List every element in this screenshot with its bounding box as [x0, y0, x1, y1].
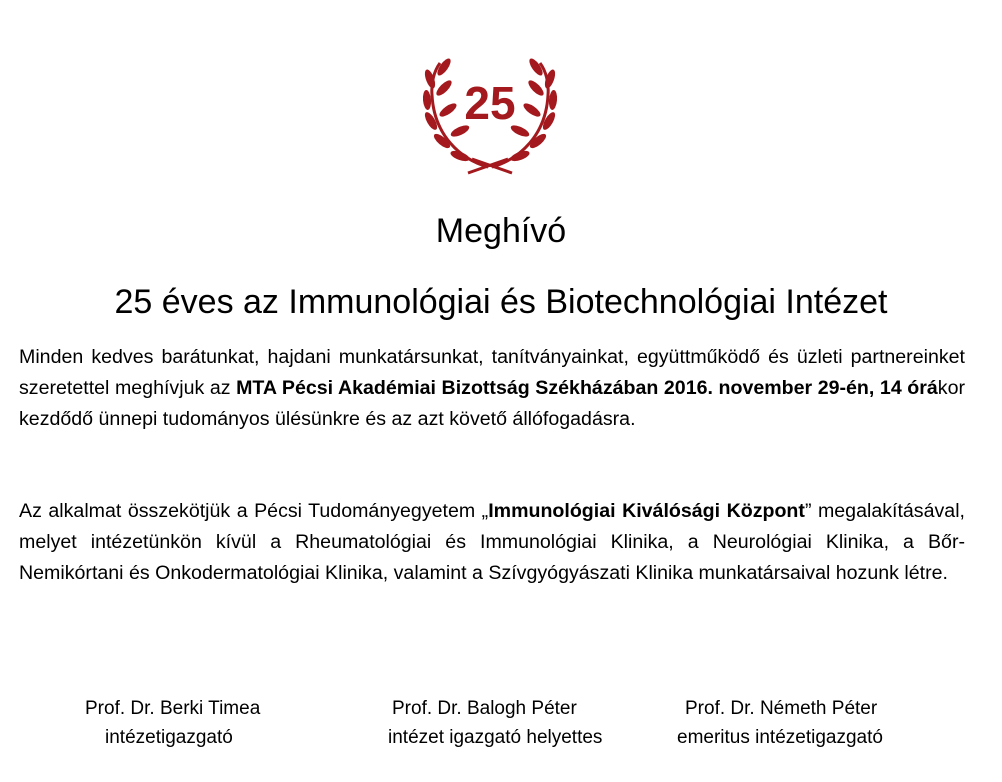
paragraph-text: kor kezdődő ünnepi tudományos ülésünkre és az azt követő állófogadásra. — [19, 377, 966, 430]
paragraph-text: ” megalakításával, melyet intézetünkön kívül a Rheumatológiai és Immunológiai Klinika, a Neurológiai Klinika, a Bőr- Nemikórtani és Onkodermatológiai Klinika, valamint a Szívgyógyászati Klinika munkatársaival hozunk létre. — [19, 500, 965, 584]
anniversary-logo — [420, 55, 560, 175]
signature-role: intézet igazgató helyettes — [388, 727, 603, 748]
page-title: Meghívó — [435, 212, 567, 250]
venue-date-bold: MTA Pécsi Akadémiai Bizottság Székházában 2016. november 29-én, 14 órá — [236, 377, 938, 399]
paragraph-text: Minden kedves barátunkat, hajdani munkatársunkat, tanítványainkat, együttműködő és üzleti partnereinket szeretettel meghívjuk az — [19, 346, 965, 399]
signature-role: intézetigazgató — [105, 727, 233, 748]
page-subtitle: 25 éves az Immunológiai és Biotechnológiai Intézet — [114, 283, 888, 321]
signature-name: Prof. Dr. Balogh Péter — [392, 698, 577, 719]
signature-balogh — [388, 694, 648, 752]
signature-nemeth — [677, 694, 937, 752]
center-name-bold: Immunológiai Kiválósági Központ — [488, 500, 805, 522]
signature-name: Prof. Dr. Németh Péter — [685, 698, 878, 719]
paragraph-text: Az alkalmat összekötjük a Pécsi Tudományegyetem „ — [19, 500, 489, 522]
center-paragraph — [19, 496, 965, 589]
signature-name: Prof. Dr. Berki Timea — [85, 698, 261, 719]
signature-berki — [85, 694, 345, 752]
logo-number: 25 — [464, 77, 516, 129]
invitation-paragraph — [19, 342, 965, 435]
signature-role: emeritus intézetigazgató — [677, 727, 883, 748]
